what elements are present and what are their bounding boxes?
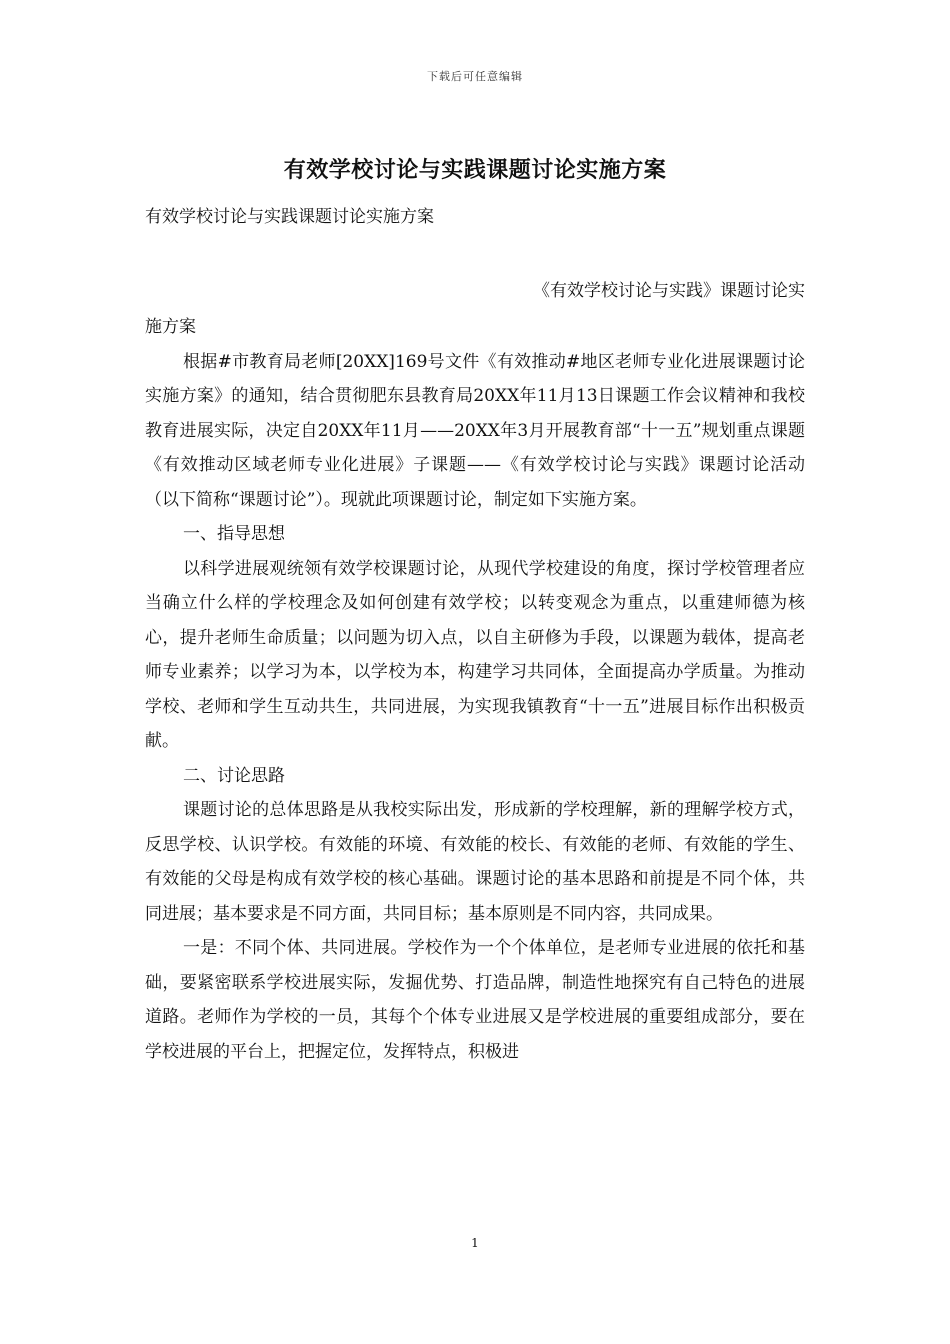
body-paragraph: 课题讨论的总体思路是从我校实际出发，形成新的学校理解，新的理解学校方式，反思学校、认识学校。有效能的环境、有效能的校长、有效能的老师、有效能的学生、有效能的父母是构成有效学校的核心基础。课题讨论的基本思路和前提是不同个体，共同进展；基本要求是不同方面，共同目标；基本原则是不同内容，共同成果。: [145, 800, 805, 924]
section-heading: 二、讨论思路: [183, 765, 285, 786]
right-aligned-title-line: 《有效学校讨论与实践》课题讨论实: [533, 281, 805, 301]
document-body: [145, 310, 805, 1069]
document-subtitle: 有效学校讨论与实践课题讨论实施方案: [145, 207, 434, 227]
body-paragraph: 施方案: [145, 317, 196, 337]
header-note: 下载后可任意编辑: [427, 70, 523, 83]
section-heading: 一、指导思想: [183, 524, 285, 544]
page-number: 1: [471, 1236, 479, 1250]
body-paragraph: 一是：不同个体、共同进展。学校作为一个个体单位，是老师专业进展的依托和基础，要紧密联系学校进展实际，发掘优势、打造品牌，制造性地探究有自己特色的进展道路。老师作为学校的一员，其每个个体专业进展又是学校进展的重要组成部分，要在学校进展的平台上，把握定位，发挥特点，积极进: [145, 938, 805, 1062]
document-title: 有效学校讨论与实践课题讨论实施方案: [283, 157, 667, 183]
body-paragraph: 根据#市教育局老师[20XX]169号文件《有效推动#地区老师专业化进展课题讨论实施方案》的通知，结合贯彻肥东县教育局20XX年11月13日课题工作会议精神和我校教育进展实际，决定自20XX年11月——20XX年3月开展教育部“十一五”规划重点课题《有效推动区域老师专业化进展》子课题——《有效学校讨论与实践》课题讨论活动（以下简称“课题讨论”）。现就此项课题讨论，制定如下实施方案。: [145, 351, 805, 510]
body-paragraph: 以科学进展观统领有效学校课题讨论，从现代学校建设的角度，探讨学校管理者应当确立什么样的学校理念及如何创建有效学校；以转变观念为重点，以重建师德为核心，提升老师生命质量；以问题为切入点，以自主研修为手段，以课题为载体，提高老师专业素养；以学习为本，以学校为本，构建学习共同体，全面提高办学质量。为推动学校、老师和学生互动共生，共同进展，为实现我镇教育“十一五”进展目标作出积极贡献。: [145, 558, 805, 751]
